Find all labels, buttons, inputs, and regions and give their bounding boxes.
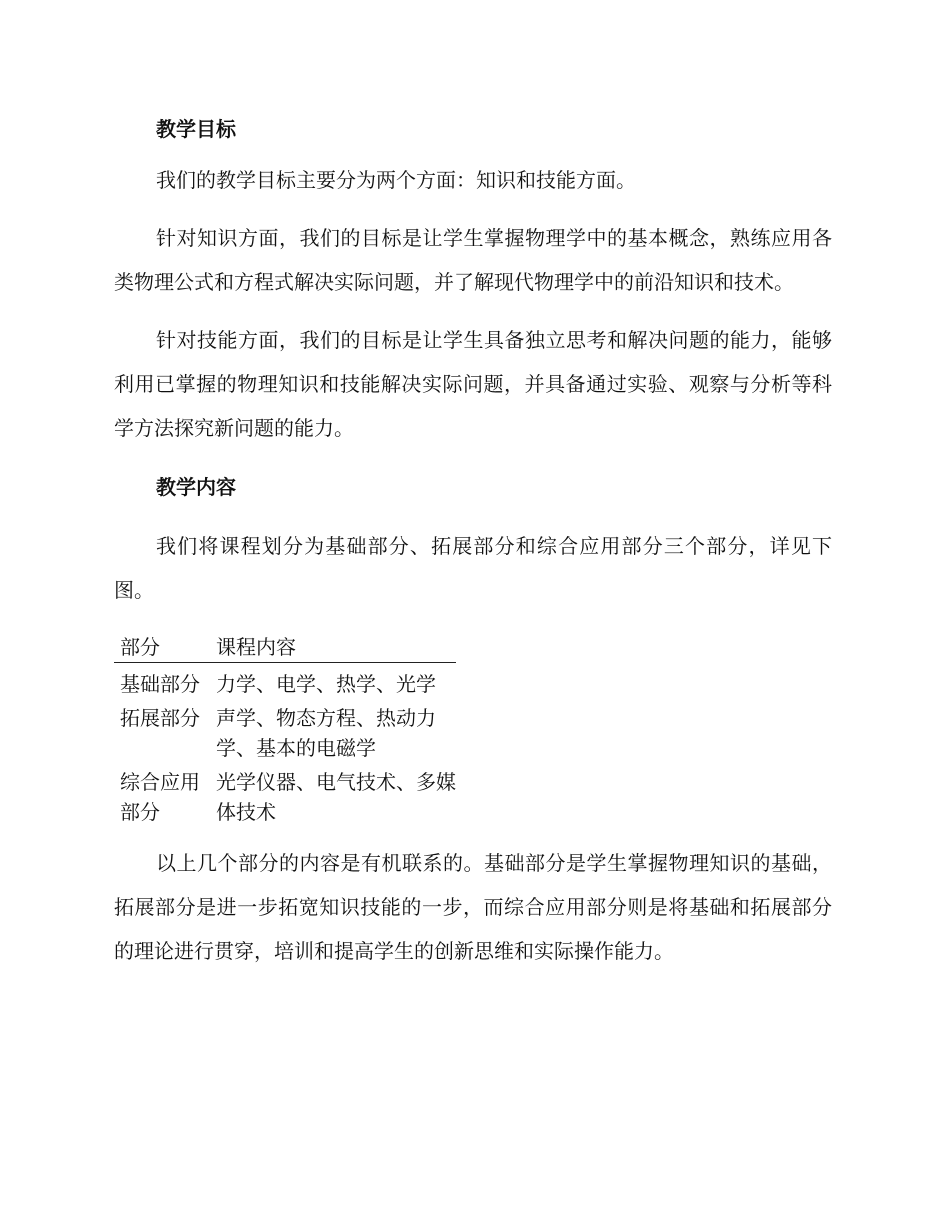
table-cell-part: 基础部分 <box>120 672 200 696</box>
paragraph-knowledge-goals: 针对知识方面，我们的目标是让学生掌握物理学中的基本概念，熟练应用各类物理公式和方程式解决实际问题，并了解现代物理学中的前沿知识和技术。 <box>114 226 832 294</box>
paragraph-skill-goals: 针对技能方面，我们的目标是让学生具备独立思考和解决问题的能力，能够利用已掌握的物理知识和技能解决实际问题，并具备通过实验、观察与分析等科学方法探究新问题的能力。 <box>114 328 832 440</box>
table-cell-part: 拓展部分 <box>120 706 200 730</box>
table-row <box>114 663 456 700</box>
paragraph-goals-overview: 我们的教学目标主要分为两个方面：知识和技能方面。 <box>156 168 636 192</box>
table-header-content: 课程内容 <box>210 632 456 663</box>
table-row <box>114 763 456 827</box>
section-heading-teaching-goals: 教学目标 <box>156 117 236 141</box>
table-cell-content: 力学、电学、热学、光学 <box>216 672 436 696</box>
table-cell-content: 光学仪器、电气技术、多媒体技术 <box>216 770 456 824</box>
course-content-table <box>114 632 456 827</box>
table-cell-part: 综合应用部分 <box>120 770 200 824</box>
table-row <box>114 699 456 763</box>
table-cell-content: 声学、物态方程、热动力学、基本的电磁学 <box>216 706 436 760</box>
paragraph-content-intro: 我们将课程划分为基础部分、拓展部分和综合应用部分三个部分，详见下图。 <box>114 534 832 602</box>
section-heading-teaching-content: 教学内容 <box>156 475 236 499</box>
table-header-row <box>114 632 456 663</box>
paragraph-content-conclusion: 以上几个部分的内容是有机联系的。基础部分是学生掌握物理知识的基础，拓展部分是进一步拓宽知识技能的一步，而综合应用部分则是将基础和拓展部分的理论进行贯穿，培训和提高学生的创新思维和实际操作能力。 <box>114 851 832 963</box>
table-header-part: 部分 <box>114 632 210 663</box>
